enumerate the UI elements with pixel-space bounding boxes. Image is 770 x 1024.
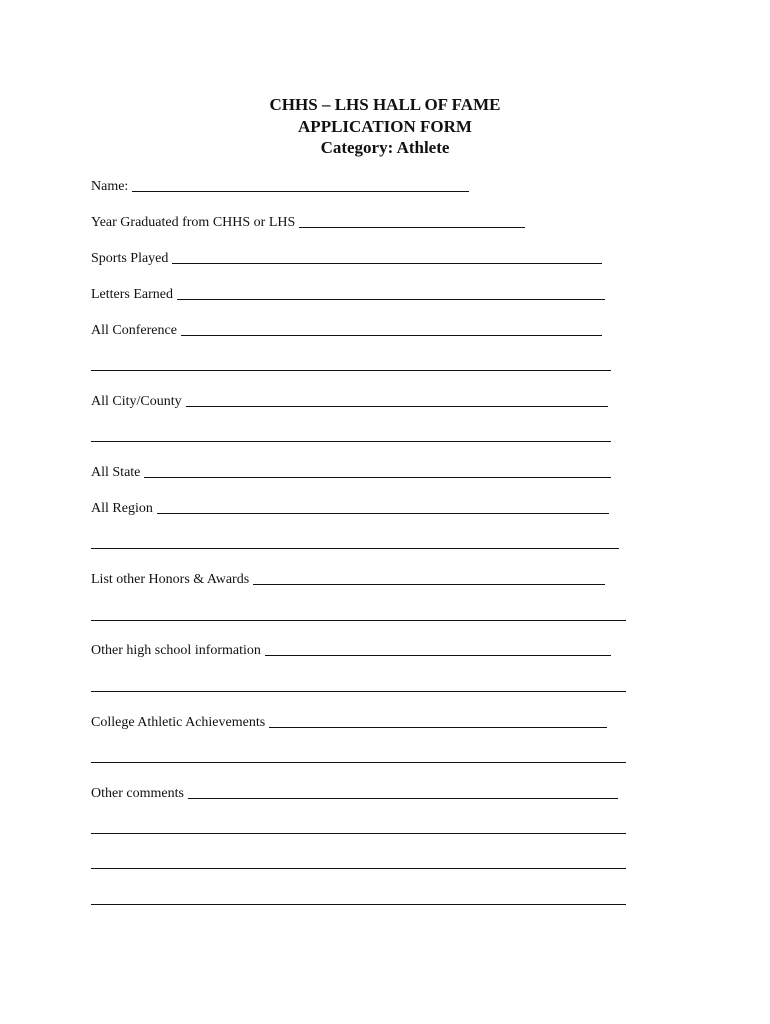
- sports-played-input-line[interactable]: [172, 263, 602, 264]
- other-comments-input-line[interactable]: [188, 798, 618, 799]
- all-state-input-line[interactable]: [144, 477, 611, 478]
- all-city-county-extra-line[interactable]: [91, 441, 611, 442]
- other-comments-extra-line-2[interactable]: [91, 868, 626, 869]
- other-hs-info-label: Other high school information: [91, 643, 261, 658]
- all-conference-extra-line[interactable]: [91, 370, 611, 371]
- all-state-label: All State: [91, 465, 141, 480]
- other-comments-label: Other comments: [91, 786, 184, 801]
- all-region-extra-line[interactable]: [91, 548, 619, 549]
- name-field: [91, 176, 469, 196]
- all-conference-field: [91, 320, 602, 340]
- college-achievements-field: [91, 712, 607, 732]
- form-subtitle: APPLICATION FORM: [298, 117, 472, 136]
- college-achievements-label: College Athletic Achievements: [91, 715, 266, 730]
- form-category: Category: Athlete: [320, 138, 450, 157]
- other-comments-extra-line-3[interactable]: [91, 904, 626, 905]
- year-graduated-label: Year Graduated from CHHS or LHS: [91, 215, 296, 230]
- year-graduated-field: [91, 212, 525, 232]
- other-hs-info-input-line[interactable]: [265, 655, 611, 656]
- all-region-input-line[interactable]: [157, 513, 609, 514]
- name-label: Name:: [91, 179, 129, 194]
- honors-awards-input-line[interactable]: [253, 584, 605, 585]
- all-conference-label: All Conference: [91, 323, 177, 338]
- all-region-label: All Region: [91, 501, 153, 516]
- all-city-county-field: [91, 391, 608, 411]
- sports-played-field: [91, 248, 602, 268]
- other-hs-info-field: [91, 640, 611, 660]
- other-hs-info-extra-line[interactable]: [91, 691, 626, 692]
- letters-earned-label: Letters Earned: [91, 287, 174, 302]
- sports-played-label: Sports Played: [91, 251, 169, 266]
- form-title: CHHS – LHS HALL OF FAME: [269, 95, 501, 114]
- all-conference-input-line[interactable]: [181, 335, 602, 336]
- year-graduated-input-line[interactable]: [299, 227, 525, 228]
- college-achievements-extra-line[interactable]: [91, 762, 626, 763]
- all-region-field: [91, 498, 609, 518]
- letters-earned-field: [91, 284, 605, 304]
- other-comments-extra-line-1[interactable]: [91, 833, 626, 834]
- honors-awards-field: [91, 569, 605, 589]
- honors-awards-label: List other Honors & Awards: [91, 572, 250, 587]
- honors-awards-extra-line[interactable]: [91, 620, 626, 621]
- all-state-field: [91, 462, 611, 482]
- letters-earned-input-line[interactable]: [177, 299, 605, 300]
- all-city-county-label: All City/County: [91, 394, 182, 409]
- name-input-line[interactable]: [132, 191, 469, 192]
- other-comments-field: [91, 783, 618, 803]
- college-achievements-input-line[interactable]: [269, 727, 607, 728]
- all-city-county-input-line[interactable]: [186, 406, 608, 407]
